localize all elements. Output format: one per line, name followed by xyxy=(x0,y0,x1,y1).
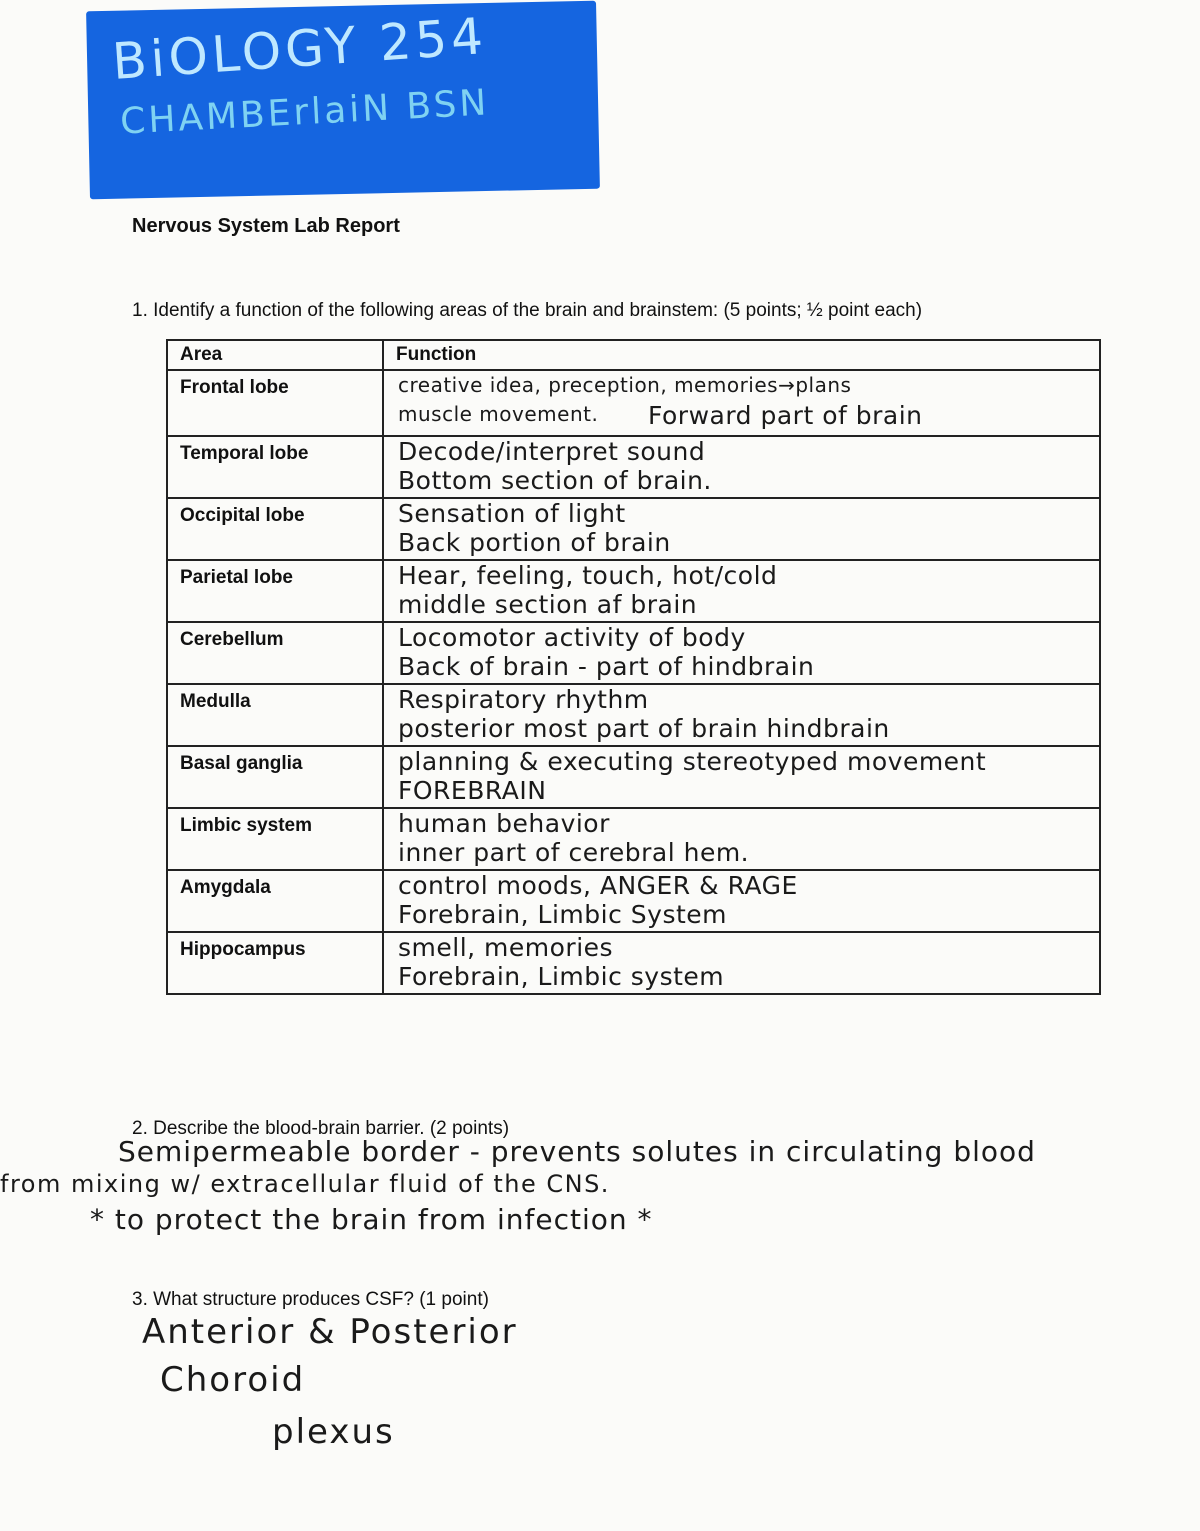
table-row xyxy=(167,684,1100,746)
header-function: Function xyxy=(383,340,1100,370)
function-line: Forebrain, Limbic system xyxy=(398,962,725,991)
function-cell xyxy=(383,436,1100,498)
area-cell: Occipital lobe xyxy=(167,498,383,560)
table-row xyxy=(167,436,1100,498)
function-line: Locomotor activity of body xyxy=(398,623,746,652)
function-line: planning & executing stereotyped movement xyxy=(398,747,987,776)
answer-3-line: Choroid xyxy=(160,1360,306,1400)
function-line: Decode/interpret sound xyxy=(398,437,706,466)
table-row xyxy=(167,370,1100,436)
area-cell: Cerebellum xyxy=(167,622,383,684)
function-line: Back portion of brain xyxy=(398,528,671,557)
function-cell xyxy=(383,370,1100,436)
function-cell xyxy=(383,498,1100,560)
banner-course-text: BiOLOGY 254 xyxy=(110,6,489,92)
area-cell: Limbic system xyxy=(167,808,383,870)
function-cell xyxy=(383,870,1100,932)
area-cell: Parietal lobe xyxy=(167,560,383,622)
question-1: 1. Identify a function of the following areas of the brain and brainstem: (5 points; ½ point each) xyxy=(132,300,923,321)
function-line: control moods, ANGER & RAGE xyxy=(398,871,798,900)
area-cell: Amygdala xyxy=(167,870,383,932)
table-row xyxy=(167,560,1100,622)
banner-program-text: CHAMBErlaiN BSN xyxy=(119,82,491,143)
function-cell xyxy=(383,622,1100,684)
table-row xyxy=(167,870,1100,932)
function-line: FOREBRAIN xyxy=(398,776,547,805)
document-title: Nervous System Lab Report xyxy=(132,215,400,237)
function-cell xyxy=(383,932,1100,994)
question-3: 3. What structure produces CSF? (1 point) xyxy=(132,1289,489,1310)
area-cell: Medulla xyxy=(167,684,383,746)
table-row xyxy=(167,808,1100,870)
area-cell: Basal ganglia xyxy=(167,746,383,808)
area-cell: Frontal lobe xyxy=(167,370,383,436)
function-cell xyxy=(383,560,1100,622)
header-area: Area xyxy=(167,340,383,370)
table-header-row xyxy=(167,340,1100,370)
function-line: smell, memories xyxy=(398,933,614,962)
function-line: Sensation of light xyxy=(398,499,626,528)
function-cell xyxy=(383,808,1100,870)
function-line: Bottom section of brain. xyxy=(398,466,712,495)
answer-3-line: Anterior & Posterior xyxy=(142,1312,518,1352)
function-line: Forward part of brain xyxy=(648,401,923,430)
function-line: Hear, feeling, touch, hot/cold xyxy=(398,561,778,590)
table-row xyxy=(167,498,1100,560)
question-2: 2. Describe the blood-brain barrier. (2 points) xyxy=(132,1118,510,1139)
function-line: muscle movement. xyxy=(398,402,599,426)
function-cell xyxy=(383,684,1100,746)
function-line: human behavior xyxy=(398,809,610,838)
function-cell xyxy=(383,746,1100,808)
area-cell: Temporal lobe xyxy=(167,436,383,498)
area-cell: Hippocampus xyxy=(167,932,383,994)
function-line: creative idea, preception, memories→plans xyxy=(398,373,852,397)
function-line: inner part of cerebral hem. xyxy=(398,838,750,867)
table-row xyxy=(167,932,1100,994)
table-row xyxy=(167,746,1100,808)
function-line: Forebrain, Limbic System xyxy=(398,900,728,929)
brain-function-table xyxy=(166,339,1101,995)
answer-2-line: from mixing w/ extracellular fluid of the CNS. xyxy=(0,1170,610,1198)
function-line: Back of brain - part of hindbrain xyxy=(398,652,815,681)
table-row xyxy=(167,622,1100,684)
answer-2-line: * to protect the brain from infection * xyxy=(90,1203,653,1236)
function-line: posterior most part of brain hindbrain xyxy=(398,714,890,743)
answer-2-line: Semipermeable border - prevents solutes in circulating blood xyxy=(118,1135,1036,1168)
function-line: middle section af brain xyxy=(398,590,698,619)
answer-3-line: plexus xyxy=(272,1412,395,1452)
function-line: Respiratory rhythm xyxy=(398,685,649,714)
